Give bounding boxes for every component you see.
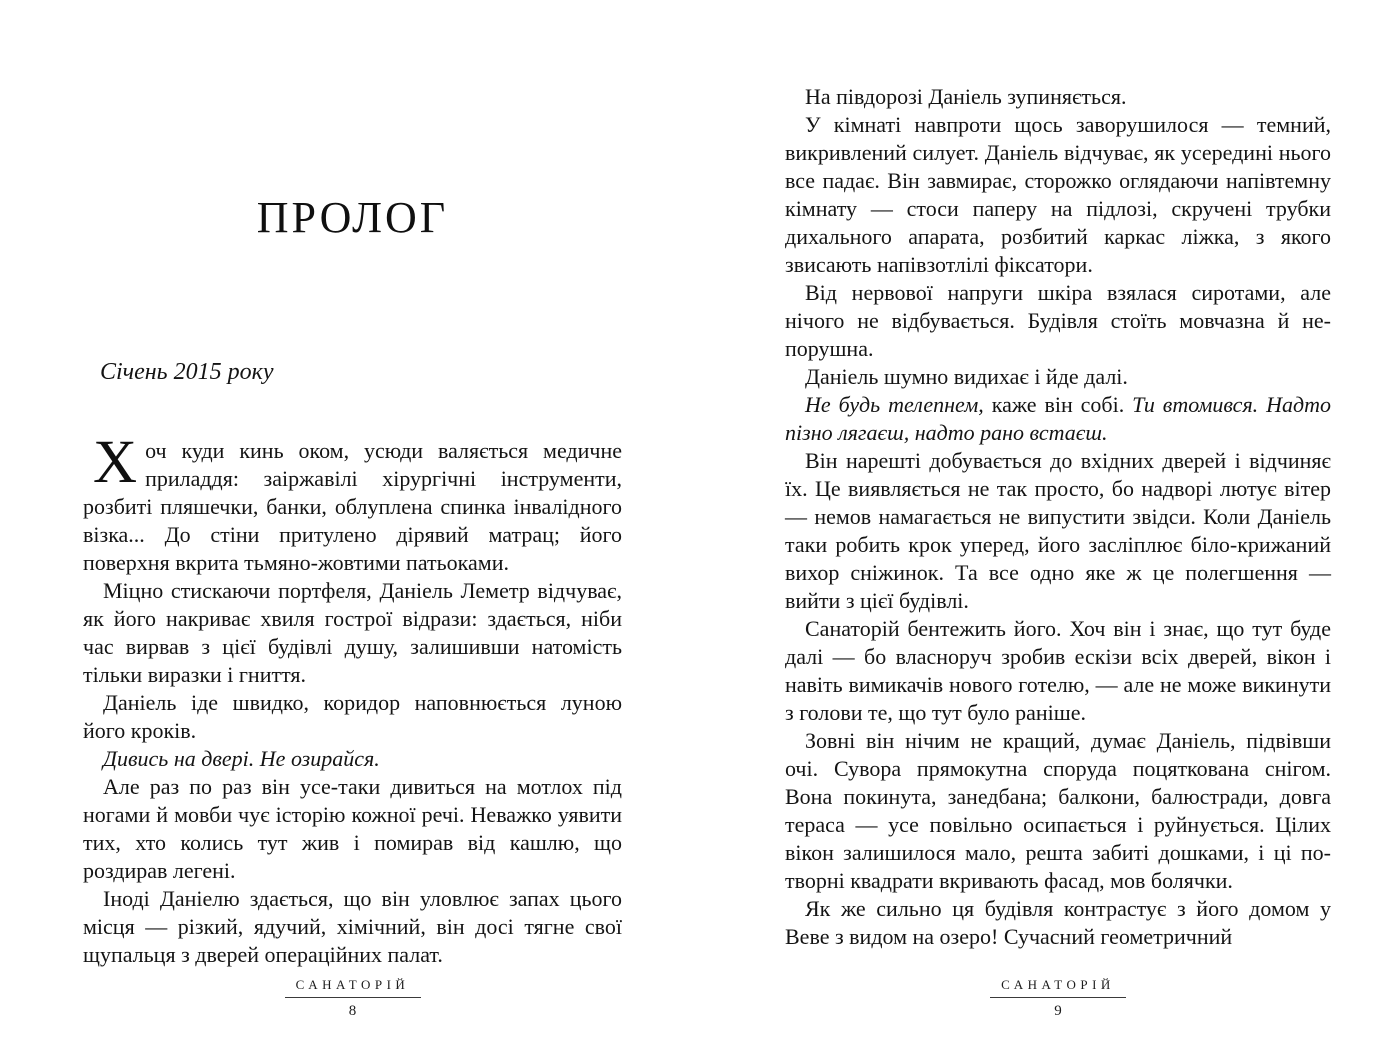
- footer-rule: [990, 997, 1126, 998]
- paragraph: [785, 111, 1331, 279]
- paragraph: [785, 895, 1331, 951]
- text-run: Ти втомився. Надто пізно лягаєш, надто рано встаєш.: [785, 392, 1331, 445]
- text-run: каже він собі.: [983, 392, 1133, 417]
- text-run: оч куди кинь оком, усюди валяється медичне приладдя: заіржавілі хірургічні інструменти, розбиті пляшечки, банки, облуплена спинка інвалідного візка... До стіни притулено дірявий матрац; його поверхня вкрита тьмяно-жовтими патьоками.: [83, 438, 622, 575]
- page-number: 9: [1054, 1003, 1062, 1019]
- paragraph: [785, 391, 1331, 447]
- text-run: Даніель іде швидко, коридор наповнюється луною його кроків.: [83, 690, 622, 743]
- footer-rule: [285, 997, 421, 998]
- right-page-text: [785, 83, 1331, 951]
- paragraph: [83, 577, 622, 689]
- paragraph: [83, 745, 622, 773]
- right-page-footer: [785, 977, 1331, 1020]
- running-title: САНАТОРІЙ: [295, 977, 410, 992]
- paragraph: [785, 363, 1331, 391]
- text-run: Але раз по раз він усе-таки дивиться на мотлох під ногами й мовби чує історію кожної речі. Неважко уявити тих, хто колись тут жив і помирав від кашлю, що роздирав легені.: [83, 774, 622, 883]
- paragraph: [83, 429, 622, 577]
- paragraph: [785, 83, 1331, 111]
- left-page-footer: [83, 977, 622, 1020]
- paragraph: [785, 279, 1331, 363]
- text-run: Даніель шумно видихає і йде далі.: [805, 364, 1128, 389]
- running-title: САНАТОРІЙ: [1001, 977, 1115, 992]
- text-run: На півдорозі Даніель зупиняється.: [805, 84, 1127, 109]
- drop-cap-letter: Х: [93, 429, 138, 496]
- chapter-title: ПРОЛОГ: [256, 193, 449, 242]
- text-run: Як же сильно ця будівля контрастує з його домом у Веве з видом на озеро! Сучасний геометричний: [785, 896, 1331, 949]
- paragraph: [83, 773, 622, 885]
- text-run: Іноді Даніелю здається, що він уловлює запах цього місця — різкий, ядучий, хімічний, він досі тягне свої щупальця з дверей операційних палат.: [83, 886, 622, 967]
- text-run: Від нервової напруги шкіра взялася сиротами, але нічого не відбувається. Будівля стоїть мовчазна й непорушна.: [785, 280, 1331, 361]
- text-run: Дивись на двері. Не озирайся.: [103, 746, 380, 771]
- paragraph: [83, 885, 622, 969]
- page-number: 8: [348, 1003, 357, 1019]
- text-run: Санаторій бентежить його. Хоч він і знає, що тут буде далі — бо власноруч зробив ескізи всіх дверей, вікон і навіть вимикачів нового готелю, — але не може викинути з голови те, що тут було раніше.: [785, 616, 1331, 725]
- text-run: Він нарешті добувається до вхідних дверей і відчиняє їх. Це виявляється не так просто, бо надворі лютує вітер — немов намагається не випустити звідси. Коли Даніель таки робить крок уперед, його засліплює біло-крижаний вихор сніжинок. Та все одно яке ж це полегшення — вийти з цієї будівлі.: [785, 448, 1331, 613]
- paragraph: [83, 689, 622, 745]
- left-page-text: [83, 429, 622, 969]
- paragraph: [785, 727, 1331, 895]
- paragraph: [785, 615, 1331, 727]
- text-run: Зовні він нічим не кращий, думає Даніель, підвівши очі. Сувора прямокутна споруда поцяткована снігом. Вона покинута, занедбана; балкони, балюстради, довга тераса — усе повільно осипається і руйнується. Цілих вікон залишилося мало, решта забиті дошками, і ці потворні квадрати вкривають фасад, мов болячки.: [785, 728, 1331, 893]
- text-run: Не будь телепнем,: [805, 392, 984, 417]
- chapter-date-line: Січень 2015 року: [100, 359, 274, 385]
- paragraph: [785, 447, 1331, 615]
- text-run: У кімнаті навпроти щось заворушилося — темний, викривлений силует. Даніель відчуває, як усередині нього все падає. Він завмирає, сторожко оглядаючи напівтемну кімнату — стоси паперу на підлозі, скручені трубки дихального апарата, розбитий каркас ліжка, з якого звисають напівзотлілі фіксатори.: [785, 112, 1331, 277]
- text-run: Міцно стискаючи портфеля, Даніель Леметр відчуває, як його накриває хвиля гострої відрази: здається, ніби час вирвав з цієї будівлі душу, залишивши натомість тільки виразки і гниття.: [83, 578, 622, 687]
